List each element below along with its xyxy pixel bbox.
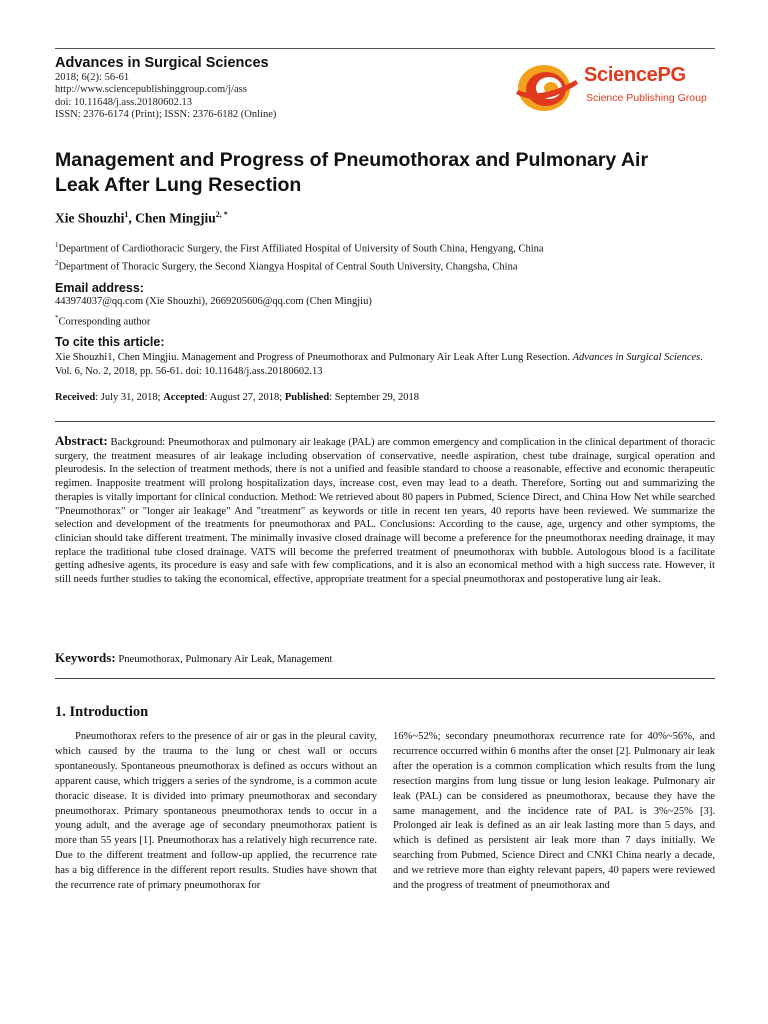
author-name: Chen Mingjiu <box>135 210 216 226</box>
logo-name: SciencePG <box>584 64 686 86</box>
email-heading: Email address: <box>55 281 144 295</box>
journal-issue: 2018; 6(2): 56-61 <box>55 72 130 83</box>
keywords <box>55 650 333 666</box>
divider <box>55 421 715 422</box>
paper-title: Management and Progress of Pneumothorax and Pulmonary Air Leak After Lung Resection <box>55 149 649 196</box>
cite-heading: To cite this article: <box>55 335 165 349</box>
affiliation-text: Department of Cardiothoracic Surgery, the First Affiliated Hospital of University of South China, Hengyang, China <box>58 243 544 255</box>
author-list <box>55 210 228 227</box>
journal-issn: ISSN: 2376-6174 (Print); ISSN: 2376-6182 (Online) <box>55 109 277 121</box>
affiliation-text: Department of Thoracic Surgery, the Second Xiangya Hospital of Central South University, Changsha, China <box>58 261 518 273</box>
affiliation-1 <box>55 241 544 255</box>
author-affiliation-mark: 2, * <box>215 210 228 219</box>
abstract-label: Abstract: <box>55 433 108 448</box>
intro-right-column: 16%~52%; secondary pneumothorax recurrence rate for 40%~56%, and recurrence occurred within 6 months after the onset [2]. Pulmonary air leak after the operation is a common complication which results from the lung resection margins from lung tissue or lung lesion leakage. Pulmonary air leak (PAL) can be considered as pneumothorax, because they have the same management, and the incidence rate of PAL is 3%~25% [3]. Prolonged air leak is defined as an air leak lasting more than 5 days, and which is defined as persistent air leak more than 7 days initially. We searching from Pubmed, Science Direct and CNKI China nearly a decade, and we retrieve more than eighty relevant papers, 40 papers were reviewed and the progress of treatment of pneumothorax and <box>393 731 715 892</box>
author-separator: , <box>128 210 136 226</box>
citation-part: Xie Shouzhi1, Chen Mingjiu. Management and Progress of Pneumothorax and Pulmonary Air Leak After Lung Resection. <box>55 352 573 363</box>
received-date: : July 31, 2018; <box>95 392 164 403</box>
journal-info <box>55 72 276 122</box>
divider <box>55 678 715 679</box>
header-top-rule <box>55 48 715 49</box>
citation-text <box>55 351 715 379</box>
published-date: : September 29, 2018 <box>329 392 420 403</box>
published-label: Published <box>284 392 330 403</box>
journal-doi: doi: 10.11648/j.ass.20180602.13 <box>55 96 192 108</box>
keywords-text: Pneumothorax, Pulmonary Air Leak, Management <box>115 654 333 665</box>
keywords-label: Keywords: <box>55 650 116 665</box>
sciencepg-logo-icon <box>510 58 580 118</box>
corresponding-note <box>55 314 150 328</box>
abstract-text: Background: Pneumothorax and pulmonary air leakage (PAL) are common emergency and complication in the clinical department of thoracic surgery, the treatment measures of air leakage including observation of conservative, needle aspiration, chest tube drainage, surgical operation and pleurodesis. In the selection of treatment methods, there is not a unified and feasible standard to choose a reasonable, effective and economic therapeutic regimen. Inapposite treatment will prolong hospitalization days, increase cost, even may lead to a death. Therefore, Sorting out and summarizing the therapies is vitally important for clinical conduction. Method: We retrieved about 80 papers in Pubmed, Science Direct, and China How Net while searched "Pneumothorax" or "longer air leakage" And "treatment" as keywords or title in recent ten years, 40 reports have been reviewed. We summarize the selection and development of the treatments for pneumothorax and PAL. Conclusions: According to the cause, age, urgency and other symptoms, the clinician should take different treatment. The minimally invasive closed drainage will become a preference for the pneumothorax needing drainage, it may replace the traditional tube closed drainage. VATS will become the preferred treatment of pneumothorax with bubble. Autologous blood is a facilitate getting adhesive agents, its procedure is easy and safe with few complications, and it is also an economical method with a high success rate. However, it still needs further studies to taking the economical, effective, appropriate treatment for a special pneumothorax and postoperative lung air leak. <box>55 437 715 586</box>
accepted-label: Accepted <box>163 392 205 403</box>
corresponding-text: Corresponding author <box>58 316 151 328</box>
citation-part: . Vol. 6, No. 2, 2018, pp. 56-61. doi: 10.11648/j.ass.20180602.13 <box>55 352 703 377</box>
received-label: Received <box>55 392 96 403</box>
affiliation-mark: 1 <box>55 241 59 249</box>
intro-left-column: Pneumothorax refers to the presence of air or gas in the pleural cavity, which caused by the trauma to the lung or chest wall or occurs spontaneously. Spontaneous pneumothorax is defined as occurs without an apparent cause, which triggers a series of the syndrome, is a common acute thoracic disease. It is divided into primary pneumothorax and secondary pneumothorax. Primary spontaneous pneumothorax tends to occur in a young adult, and the average age of secondary pneumothorax patient is more than 55 years [1]. Pneumothorax has a relatively high recurrence rate. Due to the different treatment and follow-up applied, the recurrence rate has a big difference in the different report results. Studies have shown that the recurrence rate of primary pneumothorax for <box>55 731 377 892</box>
affiliation-mark: 2 <box>55 259 59 267</box>
corresponding-mark: * <box>55 314 59 322</box>
journal-url[interactable]: http://www.sciencepublishinggroup.com/j/ass <box>55 84 247 96</box>
email-text[interactable]: 443974037@qq.com (Xie Shouzhi), 2669205606@qq.com (Chen Mingjiu) <box>55 296 372 307</box>
article-dates <box>55 392 419 403</box>
logo-subtitle: Science Publishing Group <box>586 92 707 104</box>
author-affiliation-mark: 1 <box>124 210 129 219</box>
publisher-logo <box>510 58 715 118</box>
affiliation-2 <box>55 259 518 273</box>
journal-name: Advances in Surgical Sciences <box>55 55 269 71</box>
citation-journal: Advances in Surgical Sciences <box>572 352 701 363</box>
author-name: Xie Shouzhi <box>55 210 125 226</box>
abstract <box>55 434 715 587</box>
section-heading-introduction: 1. Introduction <box>55 704 149 720</box>
accepted-date: : August 27, 2018; <box>204 392 285 403</box>
